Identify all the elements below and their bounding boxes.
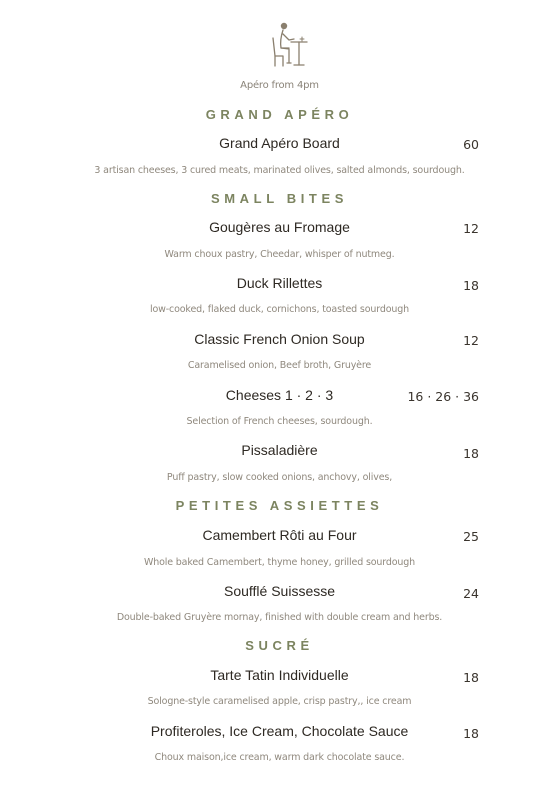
item-price: 18 [463,670,479,685]
item-name: Profiteroles, Ice Cream, Chocolate Sauce [150,723,409,739]
item-price: 16 · 26 · 36 [407,389,479,404]
section-title-petites-assiettes: PETITES ASSIETTES [175,498,384,513]
item-description: Caramelised onion, Beef broth, Gruyère [187,360,372,371]
item-description: low-cooked, flaked duck, cornichons, toasted sourdough [149,304,410,315]
item-description: Whole baked Camembert, thyme honey, grilled sourdough [143,557,416,568]
item-name: Soufflé Suissesse [223,583,336,599]
person-at-cafe-table-icon [267,18,309,68]
item-price: 25 [463,529,479,544]
item-name: Tarte Tatin Individuelle [210,667,349,683]
item-price: 24 [463,586,479,601]
section-title-sucre: SUCRÉ [245,638,314,653]
item-price: 12 [463,333,479,348]
item-description: Puff pastry, slow cooked onions, anchovy, olives, [166,472,393,483]
item-description: Double-baked Gruyère mornay, finished with double cream and herbs. [116,612,443,623]
item-description: Selection of French cheeses, sourdough. [186,416,373,427]
item-name: Duck Rillettes [236,275,323,291]
item-description: Sologne-style caramelised apple, crisp pastry,, ice cream [147,696,412,707]
item-description: Warm choux pastry, Cheedar, whisper of nutmeg. [164,249,395,260]
item-description: 3 artisan cheeses, 3 cured meats, marinated olives, salted almonds, sourdough. [94,165,465,176]
item-name: Cheeses 1 · 2 · 3 [225,387,334,403]
item-name: Camembert Rôti au Four [202,527,357,543]
item-name: Pissaladière [241,442,318,458]
item-price: 18 [463,726,479,741]
item-name: Classic French Onion Soup [194,331,365,347]
item-name: Grand Apéro Board [219,135,340,151]
tagline: Apéro from 4pm [240,80,319,91]
section-title-grand-apero: GRAND APÉRO [205,107,354,122]
section-title-small-bites: SMALL BITES [210,191,349,206]
item-name: Gougères au Fromage [209,219,350,235]
item-description: Choux maison,ice cream, warm dark chocolate sauce. [154,752,405,763]
item-price: 18 [463,278,479,293]
item-price: 12 [463,221,479,236]
item-price: 18 [463,446,479,461]
item-price: 60 [463,137,479,152]
